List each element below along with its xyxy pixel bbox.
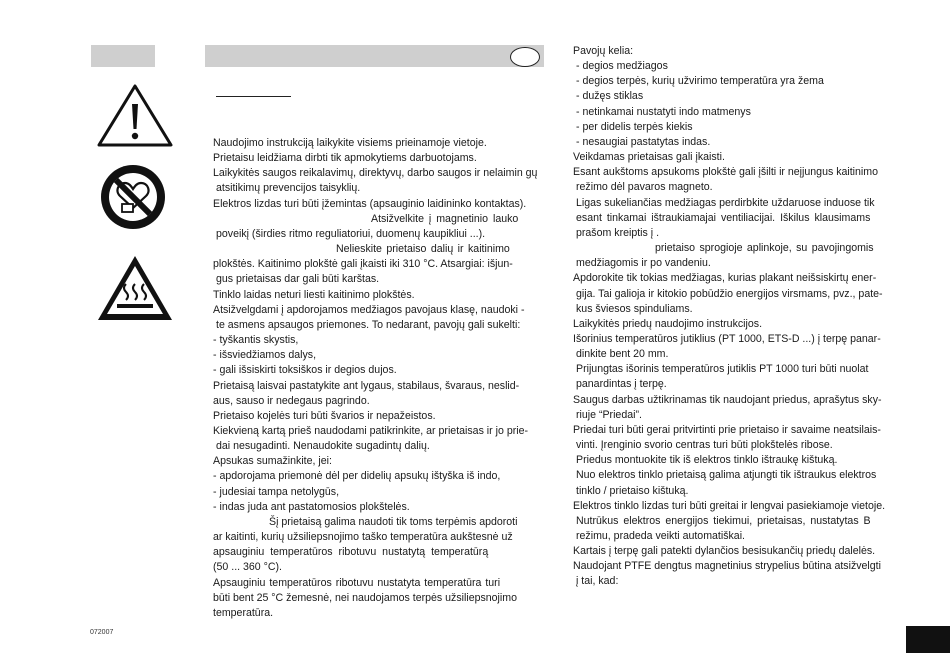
text-line: - indas juda ant pastatomosios plokštelės. — [213, 500, 410, 513]
text-line: - netinkamai nustatyti indo matmenys — [576, 105, 751, 118]
text-line: Kartais į terpę gali patekti dylančios besisukančių priedų dalelės. — [573, 545, 876, 558]
text-line: Atsižvelgdami į apdorojamos medžiagos pavojaus klasę, naudoki - — [213, 303, 525, 316]
text-line: - judesiai tampa netolygūs, — [213, 485, 340, 498]
text-line: ar kaitinti, kurių užsiliepsnojimo taško temperatūra aukštesnė už — [213, 531, 513, 544]
text-line: gus prietaisas dar gali būti karštas. — [216, 273, 380, 286]
text-line: kus šviesos spinduliams. — [576, 302, 693, 315]
text-line: - per didelis terpės kiekis — [576, 120, 693, 133]
text-line: Nutrūkus elektros energijos tiekimui, prietaisas, nustatytas B — [576, 514, 871, 527]
text-line: - degios terpės, kurių užvirimo temperatūra yra žema — [576, 75, 824, 88]
text-line: Pavojų kelia: — [573, 45, 634, 57]
text-line: (50 ... 360 °C). — [213, 561, 283, 574]
text-line: poveikį (širdies ritmo reguliatoriui, duomenų kaupikliui ...). — [216, 227, 486, 240]
text-line: į tai, kad: — [576, 575, 619, 588]
right-text-column — [573, 44, 905, 590]
text-line: Elektros tinklo lizdas turi būti greitai ir lengvai pasiekiamoje vietoje. — [573, 499, 886, 512]
text-line: Prietaisu leidžiama dirbti tik apmokytiems darbuotojams. — [213, 152, 477, 165]
text-line: esant tinkamai ištraukiamajai ventiliacijai. Iškilus klausimams — [576, 211, 871, 224]
text-line: Šį prietaisą galima naudoti tik toms terpėmis apdoroti — [269, 515, 518, 528]
text-line: Tinklo laidas neturi liesti kaitinimo plokštės. — [213, 288, 415, 301]
section-header-bar — [205, 45, 544, 67]
text-line: gija. Tai galioja ir kitokio pobūdžio energijos virsmams, pvz., pate- — [576, 287, 883, 300]
text-line: dai nesugadinti. Nenaudokite sugadintų dalių. — [216, 440, 430, 453]
text-line: medžiagomis ir po vandeniu. — [576, 257, 711, 270]
text-line: plokštės. Kaitinimo plokštė gali įkaisti iki 310 °C. Atsargiai: išjun- — [213, 258, 513, 271]
left-header-bar — [91, 45, 155, 67]
text-line: Prijungtas išorinis temperatūros jutiklis PT 1000 turi būti nuolat — [576, 363, 869, 376]
text-line: Apsukas sumažinkite, jei: — [213, 455, 332, 468]
text-line: Priedai turi būti gerai pritvirtinti prie prietaiso ir savaime neatsilais- — [573, 423, 881, 436]
text-line: Kiekvieną kartą prieš naudodami patikrinkite, ar prietaisas ir jo prie- — [213, 424, 529, 437]
text-line: Naudojimo instrukciją laikykite visiems prieinamoje vietoje. — [213, 137, 487, 149]
text-line: Prietaisą laisvai pastatykite ant lygaus, stabilaus, švaraus, neslid- — [213, 379, 520, 392]
text-line: te asmens apsaugos priemones. To nedarant, pavojų gali sukelti: — [216, 318, 521, 331]
text-line: atsitikimų prevencijos taisyklių. — [216, 182, 361, 195]
text-line: - išsviedžiamos dalys, — [213, 349, 317, 362]
text-line: - nesaugiai pastatytas indas. — [576, 135, 711, 148]
text-line: - apdorojama priemonė dėl per didelių apsukų ištyška iš indo, — [213, 470, 501, 483]
text-line: režimu, pradeda veikti automatiškai. — [576, 530, 745, 542]
text-line: Prietaiso kojelės turi būti švarios ir nepažeistos. — [213, 409, 436, 422]
text-line: Laikykitės priedų naudojimo instrukcijos. — [573, 317, 763, 330]
text-line: - gali išsiskirti toksiškos ir degios dujos. — [213, 364, 397, 377]
hot-surface-icon — [96, 253, 174, 323]
text-line: riuje “Priedai”. — [576, 408, 642, 421]
text-line: Atsižvelkite į magnetinio lauko — [371, 212, 519, 225]
page-code: 072007 — [90, 629, 114, 636]
text-line: Išorinius temperatūros jutiklius (PT 1000, ETS-D ...) į terpę panar- — [573, 332, 881, 345]
text-line: - tyškantis skystis, — [213, 334, 299, 347]
text-line: - dužęs stiklas — [576, 90, 644, 103]
text-line: Laikykitės saugos reikalavimų, direktyvų, darbo saugos ir nelaimin gų — [213, 167, 538, 180]
text-line: vinti. Įrenginio svorio centras turi būti plokštelės ribose. — [576, 439, 833, 452]
text-line: apsauginiu temperatūros ribotuvu nustatytą temperatūrą — [213, 546, 489, 559]
no-pacemaker-icon — [98, 162, 168, 232]
left-text-column — [213, 136, 541, 621]
text-line: dinkite bent 20 mm. — [576, 348, 669, 361]
text-line: Esant aukštoms apsukoms plokštė gali įšilti ir neįjungus kaitinimo — [573, 166, 878, 179]
language-badge — [510, 47, 540, 67]
text-line: Nuo elektros tinklo prietaisą galima atjungti tik ištraukus elektros — [576, 469, 877, 482]
text-line: Veikdamas prietaisas gali įkaisti. — [573, 151, 725, 164]
text-line: būti bent 25 °C žemesnė, nei naudojamos terpės užsiliepsnojimo — [213, 591, 517, 604]
text-line: Apdorokite tik tokias medžiagas, kurias plakant neišsiskirtų ener- — [573, 272, 877, 285]
text-line: temperatūra. — [213, 606, 274, 619]
warning-triangle-icon — [96, 82, 174, 148]
text-line: aus, sauso ir nedegaus pagrindo. — [213, 394, 370, 407]
text-line: Nelieskite prietaiso dalių ir kaitinimo — [336, 243, 510, 256]
text-line: panardintas į terpę. — [576, 378, 667, 391]
text-line: Priedus montuokite tik iš elektros tinklo ištraukę kištuką. — [576, 454, 838, 467]
text-line: Saugus darbas užtikrinamas tik naudojant priedus, aprašytus sky- — [573, 393, 882, 406]
text-line: režimo dėl pavaros magneto. — [576, 181, 713, 194]
text-line: - degios medžiagos — [576, 60, 668, 73]
text-line: Naudojant PTFE dengtus magnetinius strypelius būtina atsižvelgti — [573, 560, 881, 573]
text-line: tinklo / prietaiso kištuką. — [576, 484, 689, 497]
text-line: prietaiso sprogioje aplinkoje, su pavojingomis — [655, 242, 874, 255]
page-edge-tab — [906, 626, 950, 653]
text-line: Elektros lizdas turi būti įžemintas (apsauginio laidininko kontaktas). — [213, 197, 527, 210]
text-line: prašom kreiptis į . — [576, 226, 660, 239]
text-line: Apsauginiu temperatūros ribotuvu nustatyta temperatūra turi — [213, 576, 501, 589]
section-heading-rule — [216, 96, 291, 97]
text-line: Ligas sukeliančias medžiagas perdirbkite uždaruose induose tik — [576, 196, 875, 209]
